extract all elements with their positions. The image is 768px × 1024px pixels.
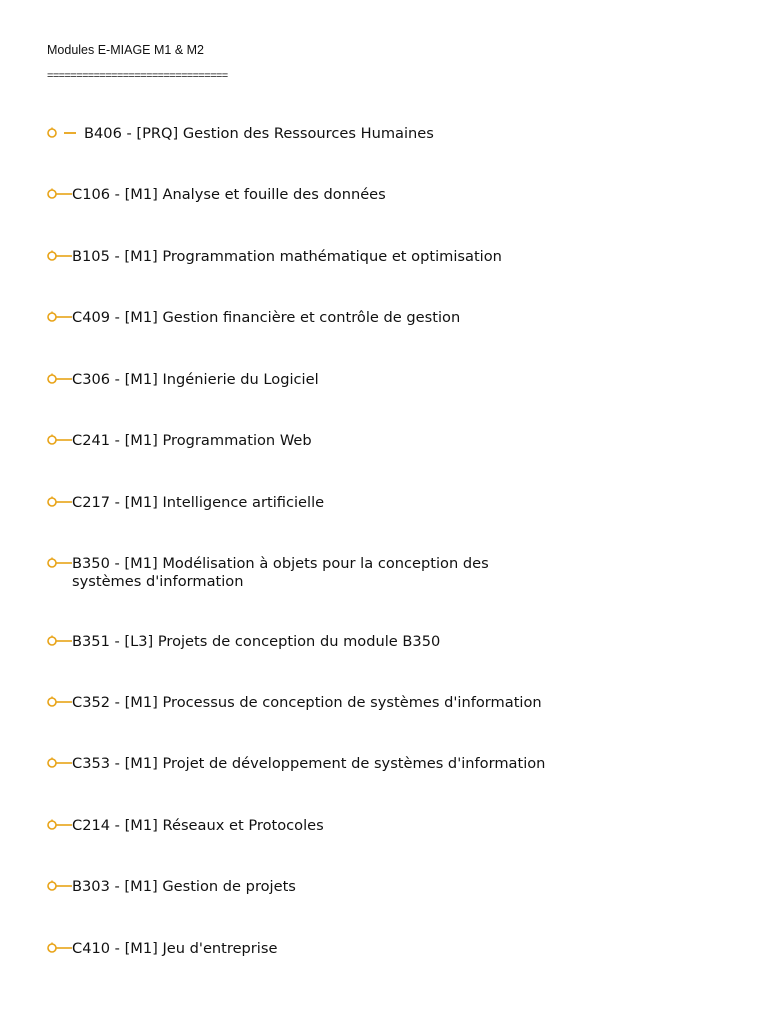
key-bullet-icon — [46, 757, 72, 773]
key-bullet-icon — [46, 942, 72, 958]
module-label: B406 - [PRQ] Gestion des Ressources Humaines — [84, 125, 434, 142]
module-item — [46, 817, 606, 835]
module-item — [46, 248, 606, 266]
key-bullet-icon — [46, 496, 72, 512]
module-label: C352 - [M1] Processus de conception de systèmes d'information — [72, 694, 542, 711]
document-title: Modules E-MIAGE M1 & M2 — [47, 43, 204, 57]
key-bullet-icon — [46, 311, 72, 327]
key-bullet-icon — [46, 819, 72, 835]
key-bullet-icon — [46, 635, 72, 651]
module-label: B350 - [M1] Modélisation à objets pour la conception des systèmes d'information — [72, 555, 489, 590]
module-item — [46, 186, 606, 204]
module-item — [46, 694, 606, 712]
key-bullet-icon — [46, 373, 72, 389]
module-item — [46, 125, 606, 143]
module-item — [46, 494, 606, 512]
key-bullet-icon — [46, 188, 72, 204]
module-item — [46, 940, 606, 958]
module-item — [46, 555, 606, 591]
key-bullet-icon — [46, 696, 72, 712]
key-bullet-icon — [46, 434, 72, 450]
module-label: B351 - [L3] Projets de conception du module B350 — [72, 633, 441, 650]
key-bullet-icon — [46, 127, 72, 143]
module-label: C409 - [M1] Gestion financière et contrôle de gestion — [72, 309, 461, 326]
module-label: B105 - [M1] Programmation mathématique et optimisation — [72, 248, 502, 265]
module-item — [46, 309, 606, 327]
module-item — [46, 878, 606, 896]
key-bullet-icon — [46, 880, 72, 896]
module-label: C306 - [M1] Ingénierie du Logiciel — [72, 371, 319, 388]
module-label: C106 - [M1] Analyse et fouille des données — [72, 186, 386, 203]
module-item — [46, 755, 606, 773]
module-item — [46, 633, 606, 651]
module-item — [46, 432, 606, 450]
module-label: C353 - [M1] Projet de développement de systèmes d'information — [72, 755, 546, 772]
module-label: C241 - [M1] Programmation Web — [72, 432, 312, 449]
module-label: C217 - [M1] Intelligence artificielle — [72, 494, 325, 511]
key-bullet-icon — [46, 557, 72, 573]
module-label: C214 - [M1] Réseaux et Protocoles — [72, 817, 324, 834]
title-underline: =============================== — [47, 70, 228, 82]
module-label: B303 - [M1] Gestion de projets — [72, 878, 296, 895]
module-item — [46, 371, 606, 389]
module-label: C410 - [M1] Jeu d'entreprise — [72, 940, 278, 957]
key-bullet-icon — [46, 250, 72, 266]
